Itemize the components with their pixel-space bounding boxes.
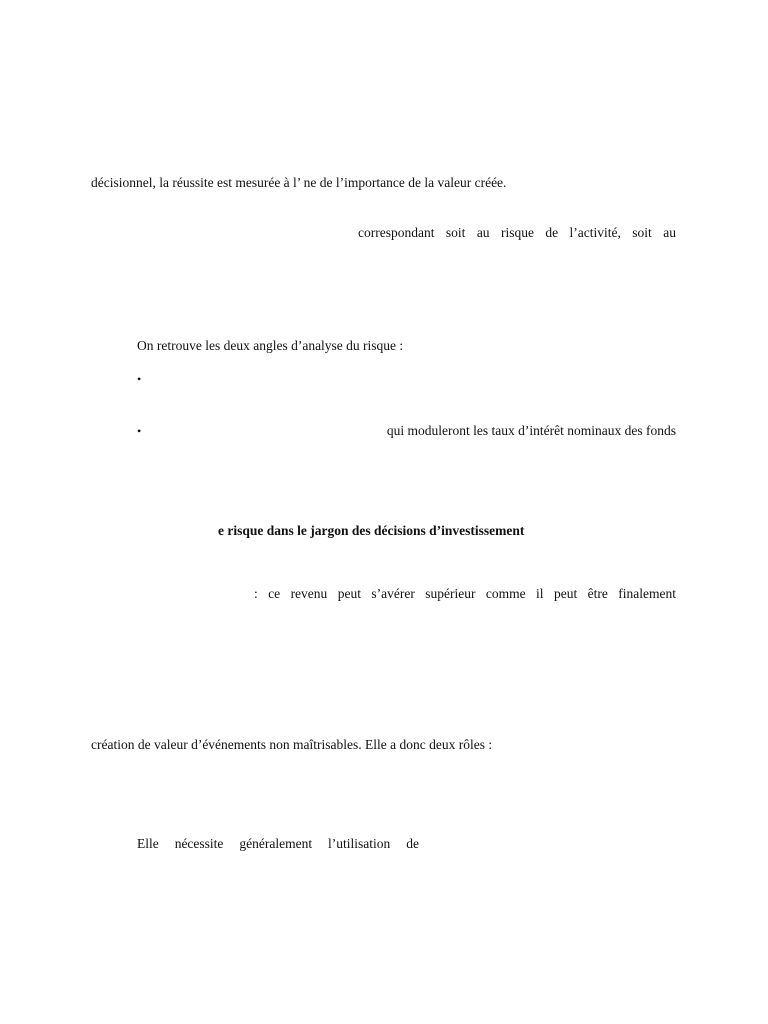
word: finalement — [618, 586, 676, 601]
paragraph-line-angles: On retrouve les deux angles d’analyse du risque : — [137, 338, 404, 353]
word: : — [254, 586, 258, 601]
word: de — [406, 836, 419, 851]
word: peut — [553, 586, 578, 601]
word: généralement — [239, 836, 313, 851]
word: ce — [268, 586, 281, 601]
word: être — [587, 586, 608, 601]
word: il — [536, 586, 544, 601]
word: s’avérer — [371, 586, 415, 601]
word: comme — [485, 586, 526, 601]
word: revenu — [290, 586, 328, 601]
section-heading: e risque dans le jargon des décisions d’investissement — [218, 523, 525, 538]
word: correspondant — [358, 225, 435, 240]
bullet-1: • — [137, 372, 142, 386]
paragraph-line-revenu — [254, 586, 676, 602]
word: au — [476, 225, 490, 240]
paragraph-line-elle — [137, 836, 419, 852]
word: Elle — [137, 836, 159, 851]
paragraph-line-correspondant — [358, 225, 676, 241]
word: soit — [445, 225, 466, 240]
word: nécessite — [174, 836, 224, 851]
word: au — [663, 225, 676, 240]
word: de — [545, 225, 559, 240]
bullet-2: • — [137, 424, 142, 438]
paragraph-line-decisionnel: décisionnel, la réussite est mesurée à l’ ne de l’importance de la valeur créée. — [91, 175, 507, 190]
word: l’utilisation — [328, 836, 391, 851]
word: soit — [632, 225, 652, 240]
word: risque — [500, 225, 534, 240]
word: peut — [337, 586, 361, 601]
bullet-2-text: qui moduleront les taux d’intérêt nominaux des fonds — [386, 423, 676, 438]
word: supérieur — [425, 586, 476, 601]
paragraph-line-creation: création de valeur d’événements non maîtrisables. Elle a donc deux rôles : — [91, 737, 493, 752]
word: l’activité, — [569, 225, 621, 240]
